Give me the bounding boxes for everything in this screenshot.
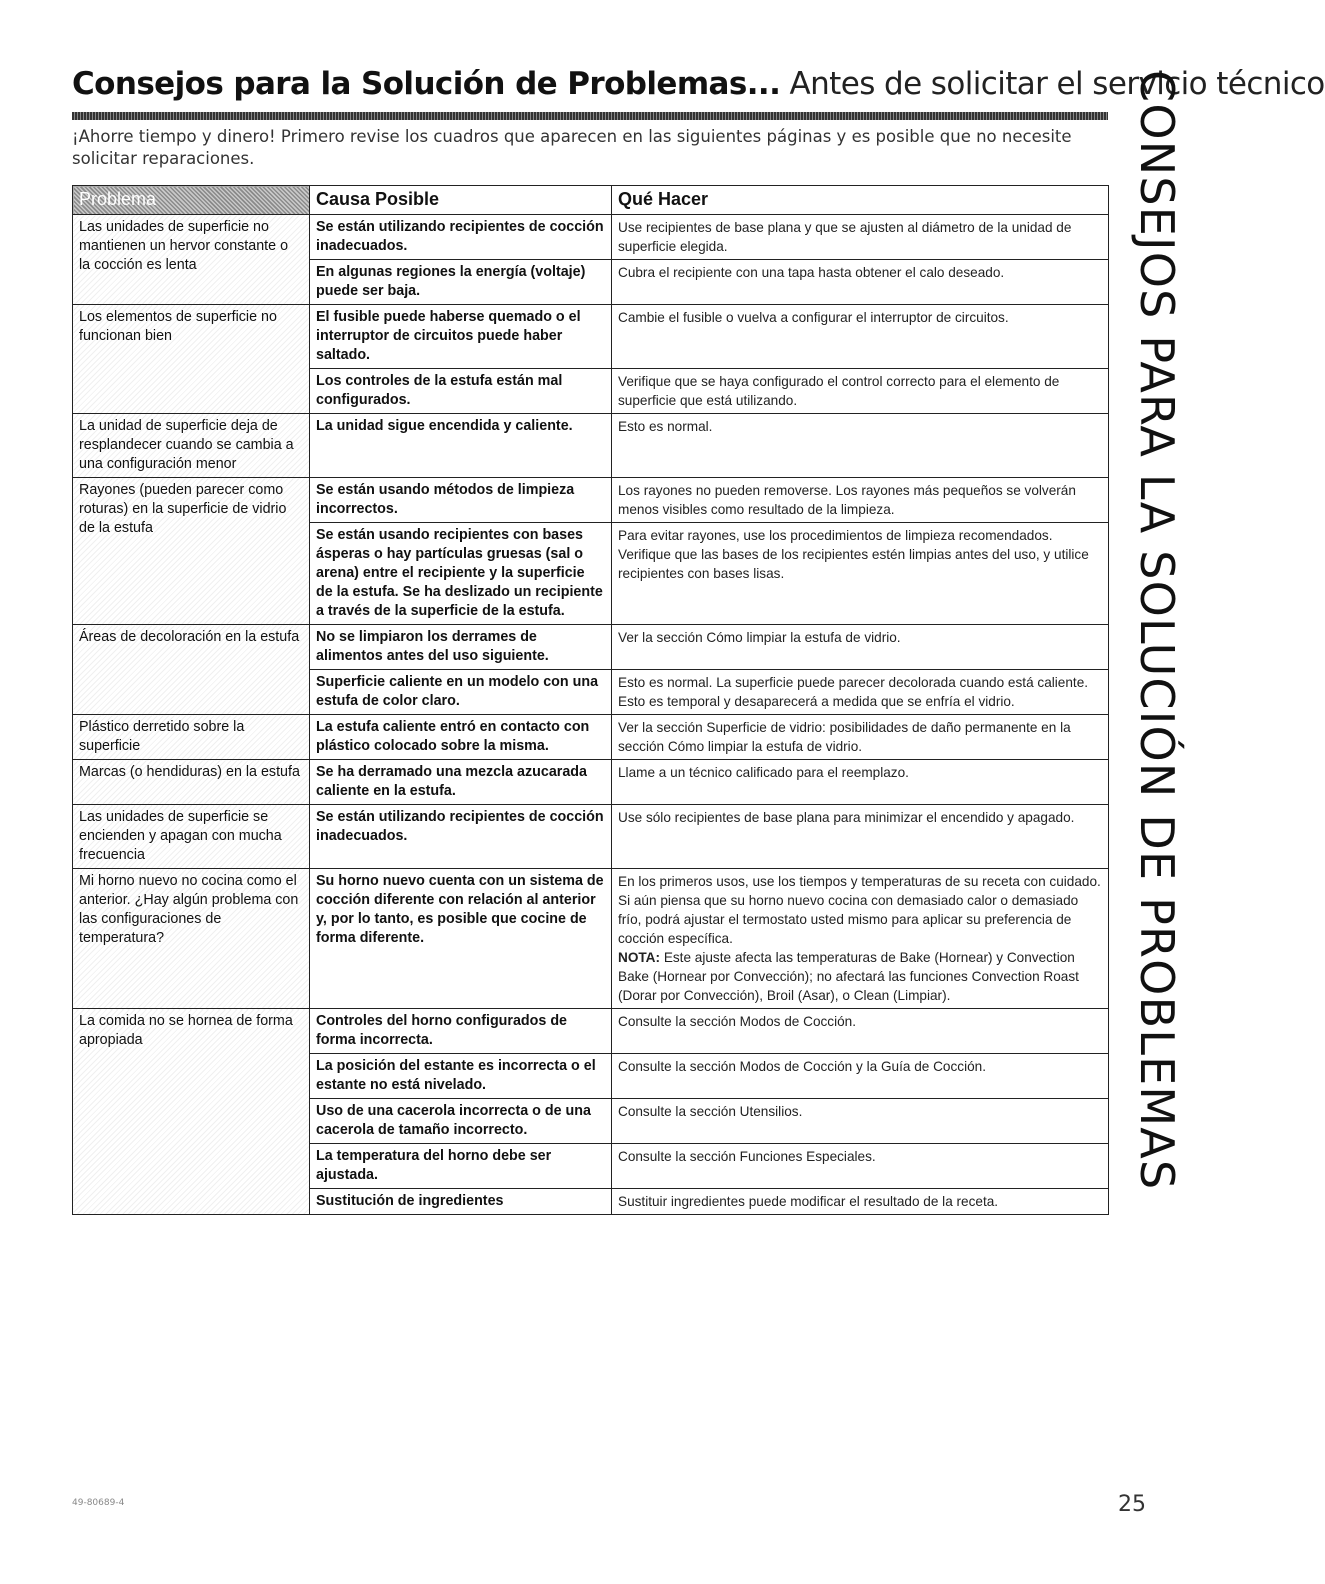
- table-row: [73, 305, 1109, 369]
- title-rule: [72, 112, 1108, 120]
- fix-cell: [612, 760, 1109, 805]
- fix-cell: [612, 305, 1109, 369]
- cause-cell: Se están usando métodos de limpieza incorrectos.: [310, 478, 612, 523]
- page-title-bold: Consejos para la Solución de Problemas...: [72, 66, 781, 102]
- cause-cell: Controles del horno configurados de forma incorrecta.: [310, 1009, 612, 1054]
- note-text: Este ajuste afecta las temperaturas de Bake (Hornear) y Convection Bake (Hornear por Convección); no afectará las funciones Convection Roast (Dorar por Convección), Broil (Asar), o Clean (Limpiar).: [618, 950, 1079, 1003]
- fix-cell: [612, 523, 1109, 625]
- cause-cell: Los controles de la estufa están mal configurados.: [310, 369, 612, 414]
- fix-text: Ver la sección Cómo limpiar la estufa de vidrio.: [618, 630, 901, 645]
- page-title: [72, 64, 1325, 104]
- fix-text: Use sólo recipientes de base plana para minimizar el encendido y apagado.: [618, 810, 1075, 825]
- header-cause: Causa Posible: [310, 186, 612, 215]
- cause-cell: No se limpiaron los derrames de alimentos antes del uso siguiente.: [310, 625, 612, 670]
- fix-cell: [612, 625, 1109, 670]
- page-title-subtitle: Antes de solicitar el servicio técnico: [789, 66, 1325, 102]
- page-number: 25: [1118, 1492, 1146, 1517]
- fix-text: Use recipientes de base plana y que se ajusten al diámetro de la unidad de superficie elegida.: [618, 220, 1072, 254]
- table-row: [73, 215, 1109, 260]
- fix-cell: [612, 869, 1109, 1009]
- header-problem: Problema: [73, 186, 310, 215]
- fix-text: Para evitar rayones, use los procedimientos de limpieza recomendados. Verifique que las bases de los recipientes estén limpias antes del uso, y utilice recipientes con bases lisas.: [618, 528, 1089, 581]
- problem-cell: Mi horno nuevo no cocina como el anterior. ¿Hay algún problema con las configuraciones de temperatura?: [73, 869, 310, 1009]
- problem-cell: Rayones (pueden parecer como roturas) en la superficie de vidrio de la estufa: [73, 478, 310, 625]
- fix-text: Esto es normal.: [618, 419, 713, 434]
- table-row: [73, 414, 1109, 478]
- troubleshooting-table: [72, 185, 1109, 1215]
- fix-text: Sustituir ingredientes puede modificar el resultado de la receta.: [618, 1194, 999, 1209]
- cause-cell: Superficie caliente en un modelo con una estufa de color claro.: [310, 670, 612, 715]
- fix-cell: [612, 1054, 1109, 1099]
- fix-text: Los rayones no pueden removerse. Los rayones más pequeños se volverán menos visibles como resultado de la limpieza.: [618, 483, 1076, 517]
- fix-text: Consulte la sección Modos de Cocción.: [618, 1014, 857, 1029]
- table-row: [73, 760, 1109, 805]
- table-header-row: [73, 186, 1109, 215]
- fix-text: Consulte la sección Funciones Especiales.: [618, 1149, 876, 1164]
- cause-cell: Sustitución de ingredientes: [310, 1189, 612, 1215]
- fix-text: Verifique que se haya configurado el control correcto para el elemento de superficie que está utilizando.: [618, 374, 1060, 408]
- problem-cell: Marcas (o hendiduras) en la estufa: [73, 760, 310, 805]
- cause-cell: La estufa caliente entró en contacto con plástico colocado sobre la misma.: [310, 715, 612, 760]
- table-row: [73, 625, 1109, 670]
- problem-cell: Áreas de decoloración en la estufa: [73, 625, 310, 715]
- table-row: [73, 1009, 1109, 1054]
- fix-cell: [612, 805, 1109, 869]
- fix-cell: [612, 215, 1109, 260]
- fix-cell: [612, 260, 1109, 305]
- fix-text: En los primeros usos, use los tiempos y temperaturas de su receta con cuidado. Si aún piensa que su horno nuevo cocina con demasiado calor o demasiado frío, podrá ajustar el termostato usted mismo para aplicar su preferencia de cocción específica.: [618, 874, 1101, 946]
- cause-cell: En algunas regiones la energía (voltaje) puede ser baja.: [310, 260, 612, 305]
- problem-cell: La comida no se hornea de forma apropiada: [73, 1009, 310, 1215]
- side-tab-label: CONSEJOS PARA LA SOLUCIÓN DE PROBLEMAS: [1130, 70, 1184, 1191]
- fix-text: Cambie el fusible o vuelva a configurar el interruptor de circuitos.: [618, 310, 1009, 325]
- fix-cell: [612, 478, 1109, 523]
- cause-cell: La temperatura del horno debe ser ajustada.: [310, 1144, 612, 1189]
- fix-cell: [612, 414, 1109, 478]
- cause-cell: La unidad sigue encendida y caliente.: [310, 414, 612, 478]
- fix-text: Esto es normal. La superficie puede parecer decolorada cuando está caliente. Esto es temporal y desaparecerá a medida que se enfría el vidrio.: [618, 675, 1089, 709]
- problem-cell: Plástico derretido sobre la superficie: [73, 715, 310, 760]
- side-tab: [1127, 70, 1187, 1191]
- fix-cell: [612, 715, 1109, 760]
- document-code: 49-80689-4: [72, 1498, 125, 1508]
- cause-cell: Su horno nuevo cuenta con un sistema de cocción diferente con relación al anterior y, por lo tanto, es posible que cocine de forma diferente.: [310, 869, 612, 1009]
- cause-cell: Se ha derramado una mezcla azucarada caliente en la estufa.: [310, 760, 612, 805]
- cause-cell: La posición del estante es incorrecta o el estante no está nivelado.: [310, 1054, 612, 1099]
- cause-cell: Se están utilizando recipientes de cocción inadecuados.: [310, 215, 612, 260]
- fix-cell: [612, 670, 1109, 715]
- fix-cell: [612, 1099, 1109, 1144]
- cause-cell: El fusible puede haberse quemado o el interruptor de circuitos puede haber saltado.: [310, 305, 612, 369]
- fix-cell: [612, 1144, 1109, 1189]
- cause-cell: Uso de una cacerola incorrecta o de una cacerola de tamaño incorrecto.: [310, 1099, 612, 1144]
- fix-text: Cubra el recipiente con una tapa hasta obtener el calo deseado.: [618, 265, 1005, 280]
- table-row: [73, 715, 1109, 760]
- table-row: [73, 805, 1109, 869]
- header-fix: Qué Hacer: [612, 186, 1109, 215]
- table-body: [73, 215, 1109, 1215]
- fix-cell: [612, 1189, 1109, 1215]
- fix-text: Llame a un técnico calificado para el reemplazo.: [618, 765, 909, 780]
- intro-text: ¡Ahorre tiempo y dinero! Primero revise los cuadros que aparecen en las siguientes páginas y es posible que no necesite solicitar reparaciones.: [72, 127, 1072, 168]
- cause-cell: Se están usando recipientes con bases ásperas o hay partículas gruesas (sal o arena) entre el recipiente y la superficie de la estufa. Se ha deslizado un recipiente a través de la superficie de la estufa.: [310, 523, 612, 625]
- cause-cell: Se están utilizando recipientes de cocción inadecuados.: [310, 805, 612, 869]
- fix-cell: [612, 1009, 1109, 1054]
- problem-cell: Las unidades de superficie no mantienen un hervor constante o la cocción es lenta: [73, 215, 310, 305]
- problem-cell: La unidad de superficie deja de resplandecer cuando se cambia a una configuración menor: [73, 414, 310, 478]
- problem-cell: Las unidades de superficie se encienden y apagan con mucha frecuencia: [73, 805, 310, 869]
- table-row: [73, 869, 1109, 1009]
- fix-text: Ver la sección Superficie de vidrio: posibilidades de daño permanente en la sección Cómo limpiar la estufa de vidrio.: [618, 720, 1071, 754]
- fix-cell: [612, 369, 1109, 414]
- fix-text: Consulte la sección Utensilios.: [618, 1104, 803, 1119]
- note-label: NOTA:: [618, 950, 661, 965]
- problem-cell: Los elementos de superficie no funcionan bien: [73, 305, 310, 414]
- table-row: [73, 478, 1109, 523]
- fix-text: Consulte la sección Modos de Cocción y la Guía de Cocción.: [618, 1059, 986, 1074]
